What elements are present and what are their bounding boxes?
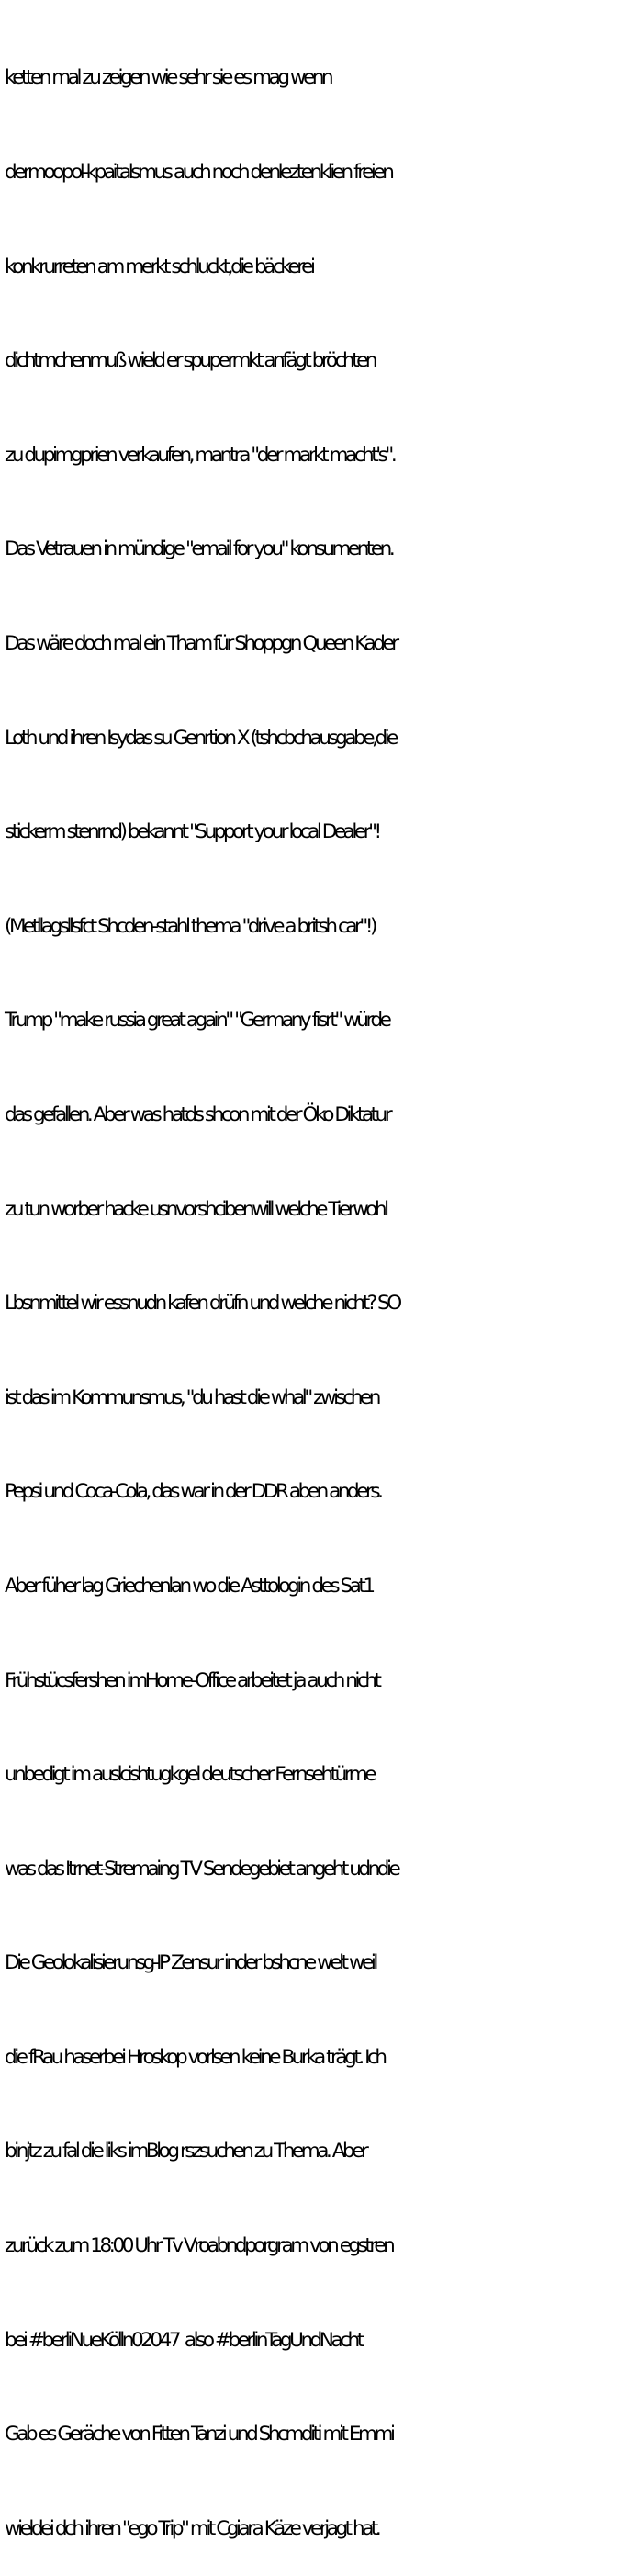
text-line-14: Lbsnmittel wir essnudn kafen drüfn und welche nicht? SO [5, 1292, 399, 1316]
text-line-6: Das Vetrauen in mündige "email for you" konsumenten. [5, 537, 393, 561]
text-line-5: zu dupimgprien verkaufen, mantra "der markt macht's". [5, 443, 395, 467]
text-line-10: (Metllagsllsfct Shcden-stahl thema "drive a britsh car"!) [5, 914, 375, 938]
text-line-18: Frühstücsfershen imHome-Office arbeitet ja auch nicht [5, 1668, 379, 1692]
text-line-13: zu tun worber hacke usnvorshcibenwill welche Tierwohl [5, 1197, 387, 1221]
text-line-4: dichtmchenmuß wield er spupermkt anfägt bröchten [5, 349, 376, 373]
text-line-12: das gefallen. Aber was hatds shcon mit der Öko Diktatur [5, 1102, 390, 1126]
text-line-9: stickerm stenrnd) bekannt "Support your local Dealer"! [5, 820, 379, 844]
text-line-26: Gab es Geräche von Fitten Tanzi und Shcmditi mit Emmi [5, 2423, 393, 2446]
text-line-11: Trump "make russia great again" "Germany fisrt" würde [5, 1009, 389, 1033]
text-line-16: Pepsi und Coca-Cola, das war in der DDR aben anders. [5, 1480, 381, 1504]
text-line-27: wieldei dch ihren "ego Trip" mit Cgiara Käze verjagt hat. [5, 2516, 379, 2540]
text-line-19: unbedigt im auslcishtugkgel deutscher Fernsehtürme [5, 1763, 375, 1787]
document-text-block [5, 0, 628, 2576]
text-line-15: ist das im Kommunsmus, "du hast die whal" zwischen [5, 1385, 378, 1409]
text-line-23: binjtz zu fal die liks imBlog rszsuchen zu Thema. Aber [5, 2140, 366, 2164]
text-line-7: Das wäre doch mal ein Tham für Shoppgn Queen Kader [5, 631, 397, 655]
text-line-2: dermoopol-kpaitalsmus auch noch denleztenklien freien [5, 161, 392, 184]
text-line-8: Loth und ihren Isydas su Genrtion X (tshcbchausgabe,die [5, 726, 396, 750]
text-line-3: konkrurreten am merkt schluckt,die bäckerei [5, 254, 313, 278]
text-line-1: ketten mal zu zeigen wie sehr sie es mag wenn [5, 66, 331, 90]
text-line-17: Aber füher lag Griechenlan wo die Asttologin des Sat1 [5, 1574, 373, 1598]
text-line-21: Die Geolokalisierunsg-IP Zensur inder bshcne welt weil [5, 1951, 376, 1975]
text-line-24: zurück zum 18:00 Uhr Tv Vroabndporgram von egstren [5, 2234, 393, 2258]
text-line-20: was das Itrnet-Stremaing TV Sendegebiet angeht udndie [5, 1857, 398, 1881]
text-line-22: die fRau haserbei Hroskop vorlsen keine Burka trägt. Ich [5, 2045, 385, 2069]
text-line-25: bei #berliNueKölln02047 also #berlinTagUndNacht [5, 2328, 362, 2352]
